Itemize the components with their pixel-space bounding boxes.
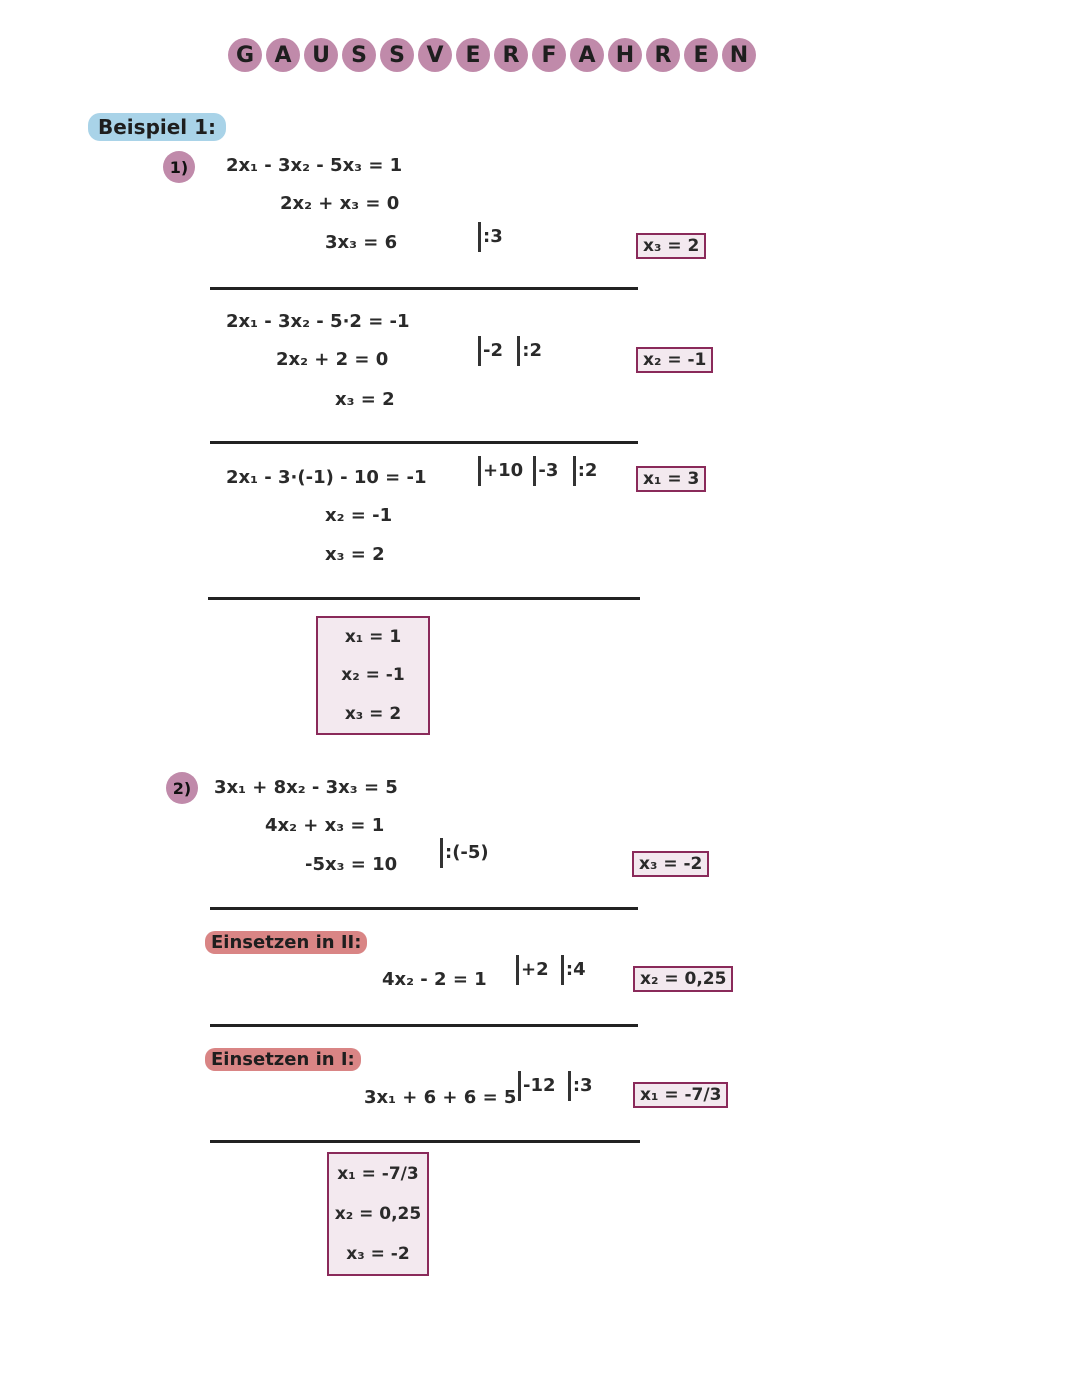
op-text: :2 — [522, 340, 543, 361]
op-text: :4 — [565, 959, 586, 980]
solution-line: x₂ = -1 — [341, 665, 405, 686]
p2-solution-box — [327, 1152, 429, 1276]
p2-step3-eq: 3x₁ + 6 + 6 = 5 — [364, 1087, 517, 1108]
p2-step2-eq: 4x₂ - 2 = 1 — [382, 969, 487, 990]
p2-result3: x₁ = -7/3 — [633, 1082, 728, 1108]
operation-bar — [568, 1071, 571, 1101]
title-letter: S — [342, 38, 376, 72]
divider-line — [210, 441, 638, 444]
title-letter: A — [266, 38, 300, 72]
p1-b2-eq1: 2x₁ - 3x₂ - 5·2 = -1 — [226, 311, 410, 332]
p2-eq1: 3x₁ + 8x₂ - 3x₃ = 5 — [214, 777, 398, 798]
solution-line: x₁ = 1 — [344, 627, 402, 648]
operation-bar — [478, 222, 481, 252]
p1-b1-operation — [478, 222, 503, 252]
title-letter: R — [494, 38, 528, 72]
p1-b1-eq1: 2x₁ - 3x₂ - 5x₃ = 1 — [226, 155, 403, 176]
part2-number: 2) — [166, 772, 198, 804]
p1-b1-eq2: 2x₂ + x₃ = 0 — [280, 193, 400, 214]
divider-line — [210, 907, 638, 910]
p2-eq2: 4x₂ + x₃ = 1 — [265, 815, 385, 836]
divider-line — [210, 1140, 640, 1143]
operation-bar — [516, 955, 519, 985]
operation-bar — [517, 336, 520, 366]
operation-bar — [561, 955, 564, 985]
p2-step3-operations — [518, 1071, 593, 1101]
p2-result1: x₃ = -2 — [632, 851, 709, 877]
title-letter: E — [684, 38, 718, 72]
title-letter: G — [228, 38, 262, 72]
p2-step2-operations — [516, 955, 586, 985]
p1-b3-eq1: 2x₁ - 3·(-1) - 10 = -1 — [226, 467, 427, 488]
p2-operation — [440, 838, 489, 868]
step2-label: Einsetzen in II: — [205, 931, 367, 954]
solution-line: x₂ = 0,25 — [334, 1204, 422, 1224]
title-letter: H — [608, 38, 642, 72]
title-letter: U — [304, 38, 338, 72]
p2-eq3: -5x₃ = 10 — [305, 854, 398, 875]
p1-b3-operations — [478, 456, 597, 486]
p2-result2: x₂ = 0,25 — [633, 966, 733, 992]
operation-bar — [533, 456, 536, 486]
divider-line — [210, 287, 638, 290]
op-text: :3 — [572, 1075, 593, 1096]
p1-solution-box — [316, 616, 430, 735]
divider-line — [210, 1024, 638, 1027]
solution-line: x₃ = 2 — [344, 703, 402, 724]
op-text: :(-5) — [445, 842, 489, 863]
title-letter: E — [456, 38, 490, 72]
operation-bar — [573, 456, 576, 486]
page-title — [228, 38, 756, 78]
title-letter: V — [418, 38, 452, 72]
p1-b2-operations — [478, 336, 542, 366]
example-label: Beispiel 1: — [88, 113, 226, 141]
op-text: -12 — [523, 1075, 556, 1096]
divider-line — [208, 597, 640, 600]
operation-bar — [518, 1071, 521, 1101]
p1-b2-eq3: x₃ = 2 — [335, 389, 395, 410]
p1-b3-eq2: x₂ = -1 — [325, 505, 393, 526]
solution-line: x₃ = -2 — [346, 1244, 410, 1264]
op-text: +2 — [521, 959, 549, 980]
title-letter: S — [380, 38, 414, 72]
title-letter: F — [532, 38, 566, 72]
title-letter: A — [570, 38, 604, 72]
op-text: -3 — [538, 460, 559, 481]
p1-b1-result: x₃ = 2 — [636, 233, 706, 259]
operation-bar — [478, 456, 481, 486]
p1-b3-eq3: x₃ = 2 — [325, 544, 385, 565]
p1-b2-result: x₂ = -1 — [636, 347, 713, 373]
title-letter: R — [646, 38, 680, 72]
p1-b1-eq3: 3x₃ = 6 — [325, 232, 398, 253]
p1-b2-eq2: 2x₂ + 2 = 0 — [276, 349, 389, 370]
p1-b3-result: x₁ = 3 — [636, 466, 706, 492]
op-text: :3 — [483, 226, 503, 247]
part1-number: 1) — [163, 151, 195, 183]
op-text: +10 — [483, 460, 524, 481]
title-letter: N — [722, 38, 756, 72]
operation-bar — [440, 838, 443, 868]
operation-bar — [478, 336, 481, 366]
solution-line: x₁ = -7/3 — [337, 1164, 419, 1184]
step3-label: Einsetzen in I: — [205, 1048, 361, 1071]
op-text: -2 — [483, 340, 503, 361]
op-text: :2 — [577, 460, 598, 481]
